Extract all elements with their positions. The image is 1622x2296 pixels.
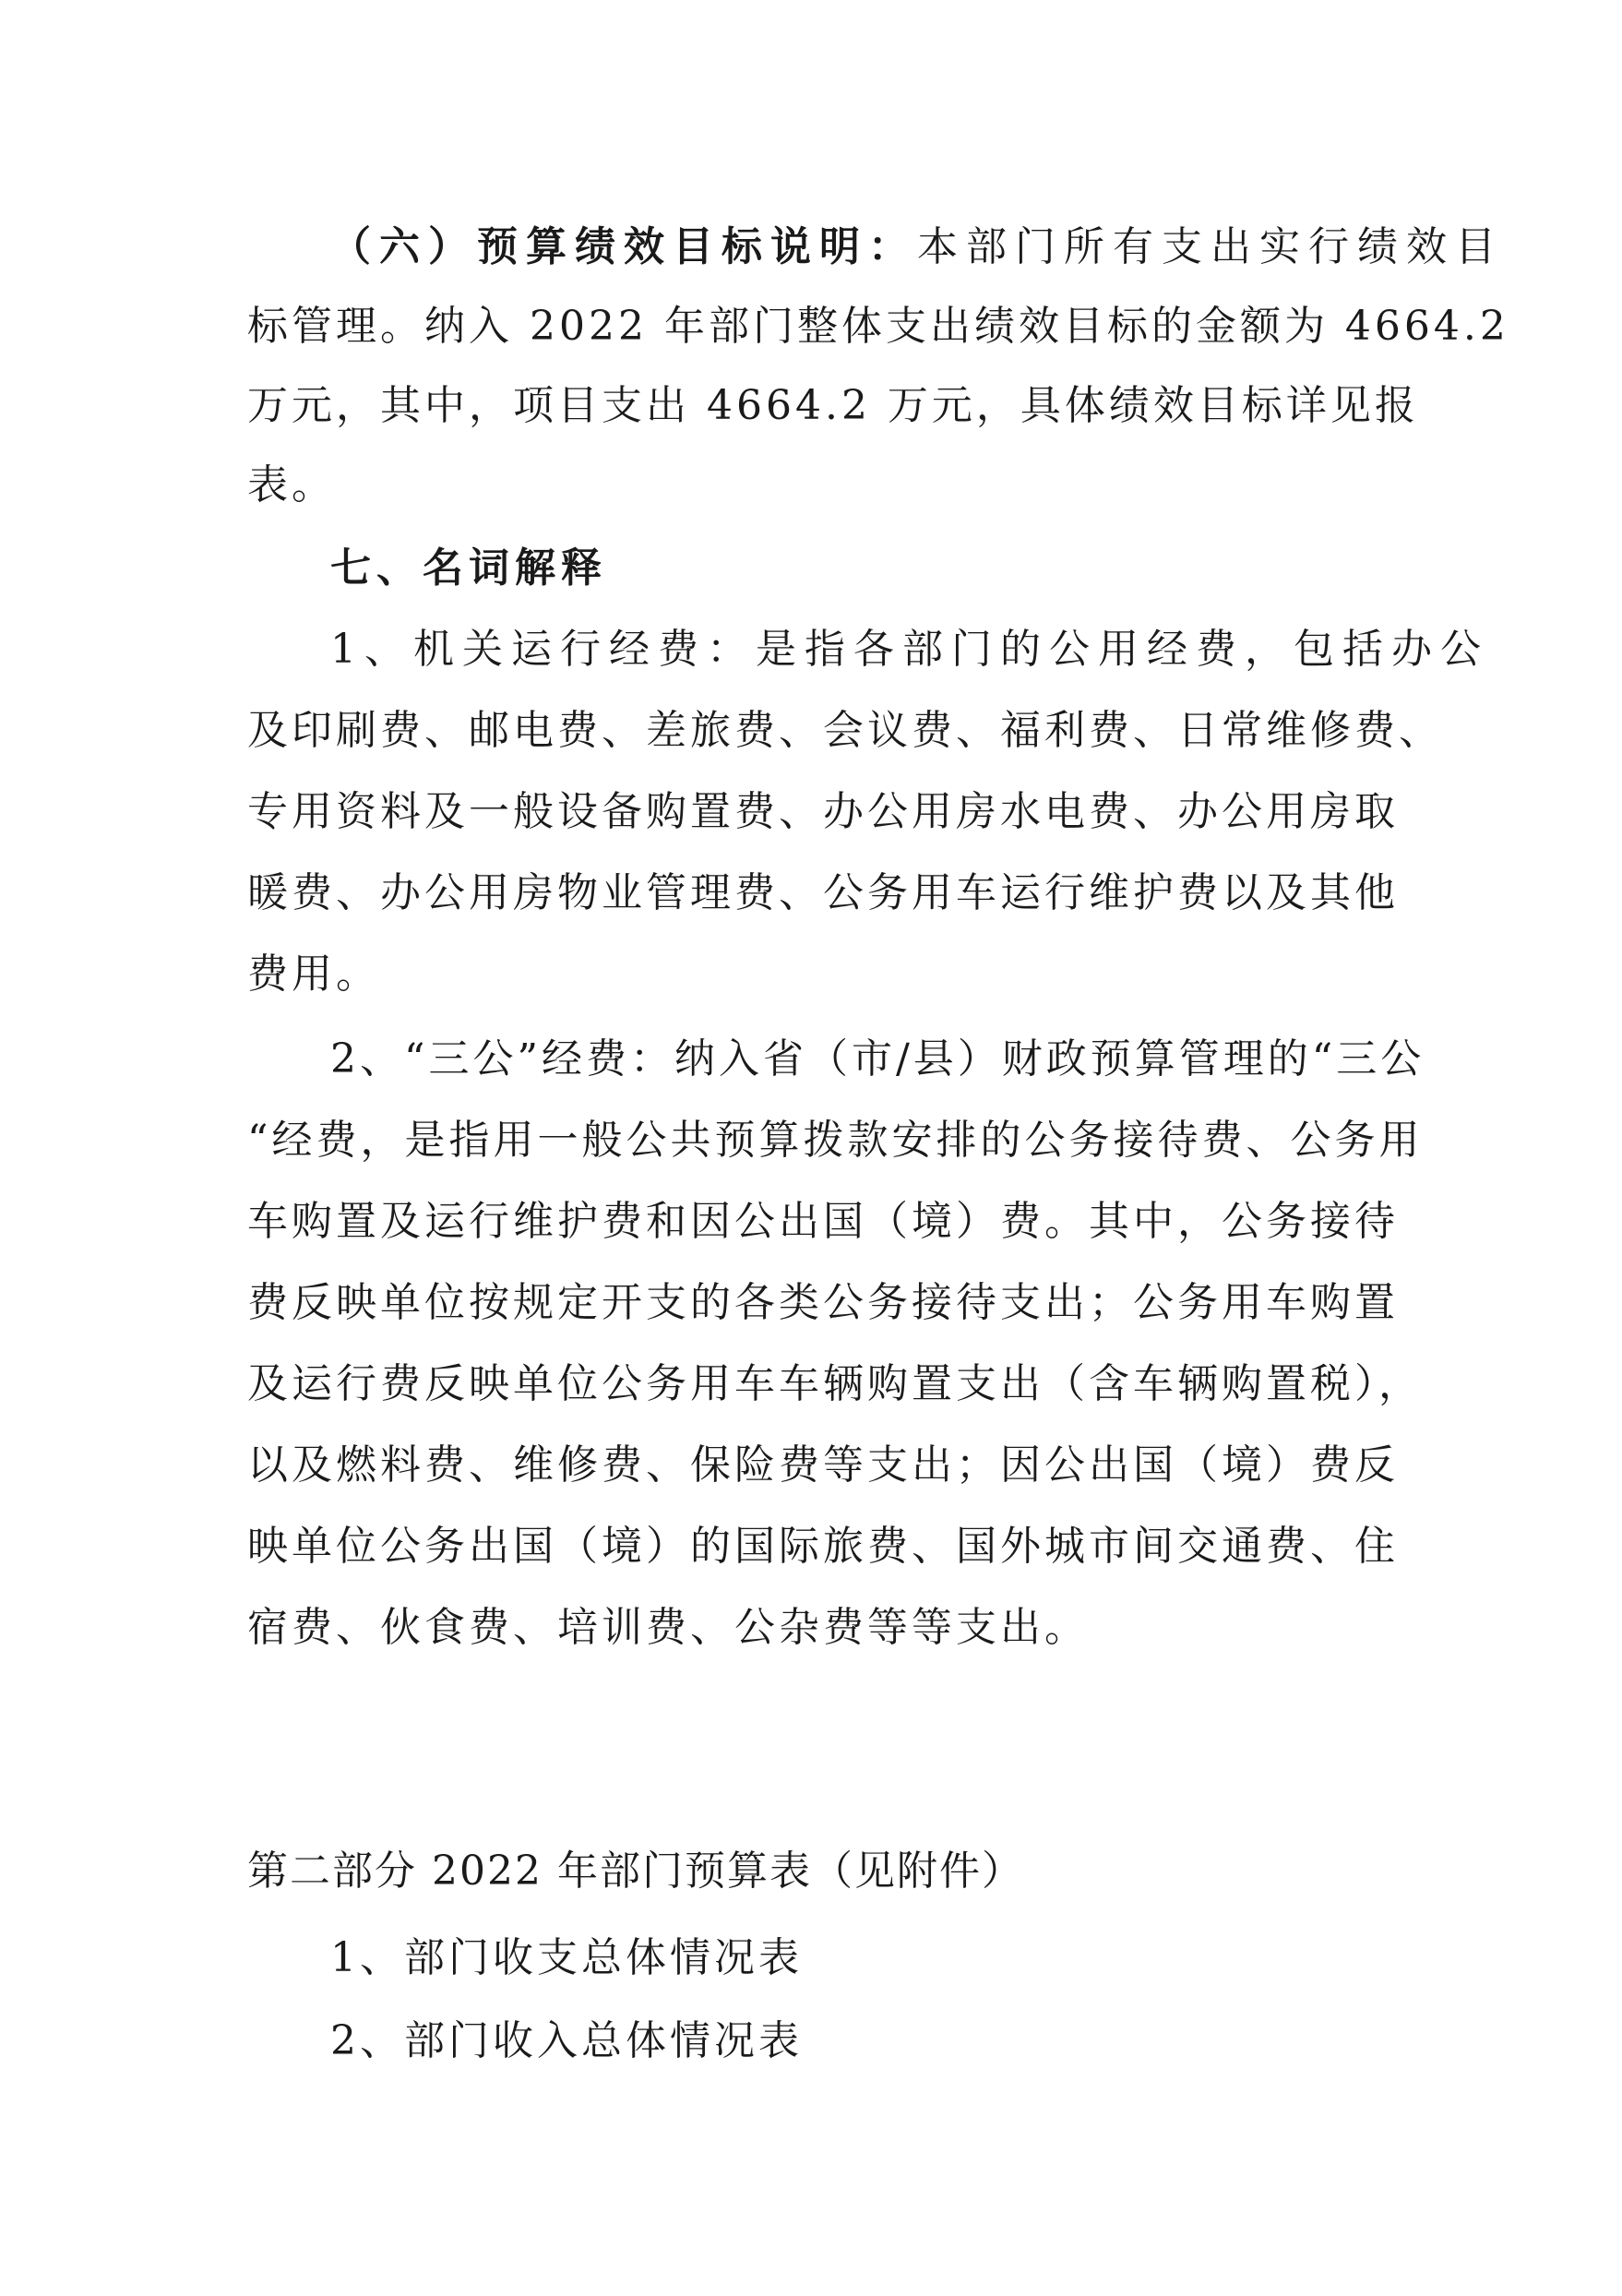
glossary-item-2-line: 以及燃料费、维修费、保险费等支出；因公出国（境）费反 — [247, 1441, 1399, 1489]
glossary-item-1-line: 及印刷费、邮电费、差旅费、会议费、福利费、日常维修费、 — [247, 707, 1443, 754]
attachment-item: 2、部门收入总体情况表 — [330, 2017, 803, 2064]
section6-line: 万元，其中，项目支出 4664.2 万元，具体绩效目标详见报 — [247, 382, 1419, 429]
section6-first-line — [330, 218, 1504, 277]
part2-heading: 第二部分 2022 年部门预算表（见附件） — [247, 1848, 1024, 1895]
glossary-item-2-line: 及运行费反映单位公务用车车辆购置支出（含车辆购置税）， — [247, 1360, 1423, 1407]
section6-heading: （六）预算绩效目标说明： — [330, 223, 917, 270]
glossary-item-1-line: 费用。 — [247, 951, 380, 998]
glossary-item-2-line: 费反映单位按规定开支的各类公务接待支出；公务用车购置 — [247, 1279, 1399, 1326]
glossary-item-2-line: “经费，是指用一般公共预算拨款安排的公务接待费、公务用 — [247, 1117, 1424, 1164]
glossary-item-2-line: 车购置及运行维护费和因公出国（境）费。其中，公务接待 — [247, 1198, 1399, 1245]
section7-heading: 七、名词解释 — [330, 544, 607, 592]
attachment-item: 1、部门收支总体情况表 — [330, 1934, 803, 1981]
section6-line: 表。 — [247, 461, 336, 508]
glossary-item-2-line: 2、“三公”经费：纳入省（市/县）财政预算管理的“三公 — [330, 1035, 1425, 1082]
glossary-item-2-line: 宿费、伙食费、培训费、公杂费等等支出。 — [247, 1604, 1089, 1651]
glossary-item-2-line: 映单位公务出国（境）的国际旅费、国外城市间交通费、住 — [247, 1523, 1399, 1570]
glossary-item-1-line: 1、机关运行经费：是指各部门的公用经费，包括办公 — [330, 626, 1489, 673]
section6-line: 标管理。纳入 2022 年部门整体支出绩效目标的金额为 4664.2 — [247, 303, 1509, 350]
section6-text: 本部门所有支出实行绩效目 — [917, 223, 1504, 270]
glossary-item-1-line: 暖费、办公用房物业管理费、公务用车运行维护费以及其他 — [247, 869, 1399, 916]
glossary-item-1-line: 专用资料及一般设备购置费、办公用房水电费、办公用房取 — [247, 788, 1399, 835]
